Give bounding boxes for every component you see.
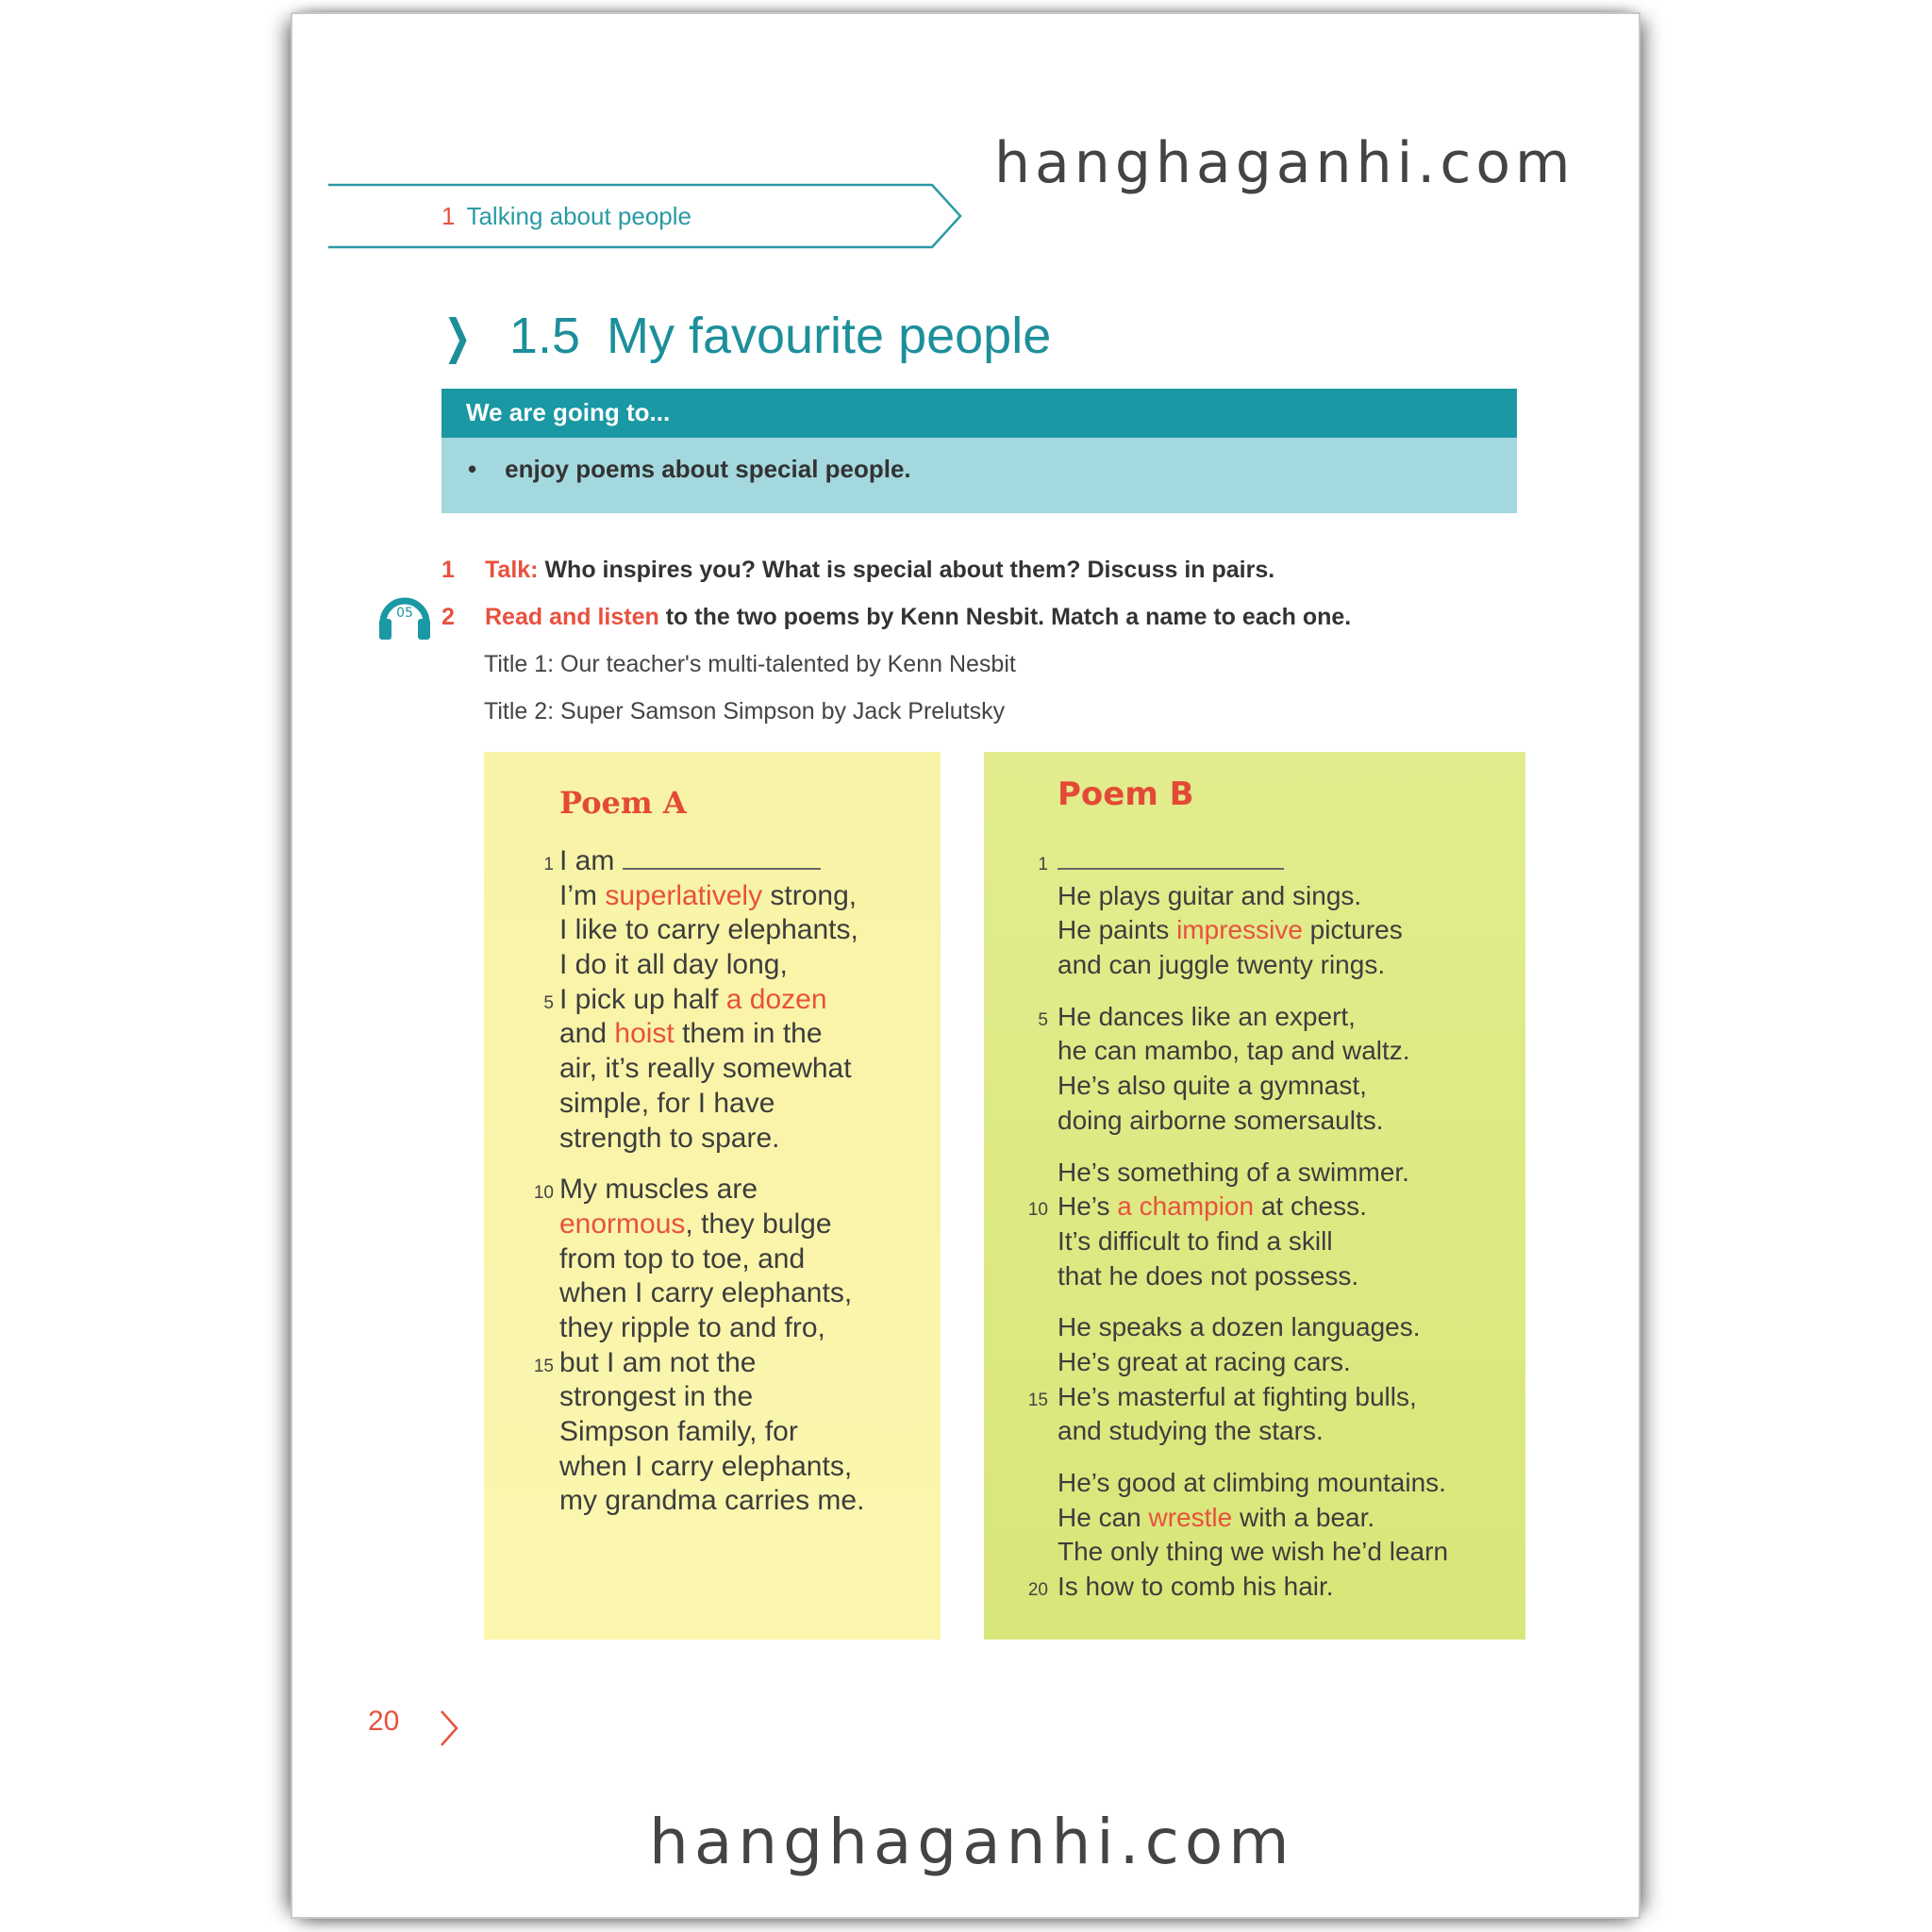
chevron-right-icon: ❯ bbox=[443, 310, 472, 363]
line-text: He dances like an expert, bbox=[1058, 1001, 1356, 1031]
audio-track-number: 05 bbox=[396, 606, 413, 621]
line-text: He’s great at racing cars. bbox=[1058, 1346, 1351, 1376]
poem-line bbox=[543, 844, 864, 879]
headphones-icon[interactable] bbox=[377, 589, 432, 641]
goal-item: enjoy poems about special people. bbox=[505, 455, 911, 483]
poem-line bbox=[1027, 1570, 1448, 1605]
poem-line bbox=[559, 1276, 864, 1311]
poem-line bbox=[1038, 844, 1448, 879]
line-text: My muscles are bbox=[559, 1174, 758, 1206]
lesson-title bbox=[438, 307, 1051, 365]
stanza-gap bbox=[559, 1156, 864, 1173]
page-number: 20 bbox=[368, 1706, 400, 1737]
line-text: when I carry elephants, bbox=[559, 1450, 853, 1482]
poem-line bbox=[559, 879, 864, 914]
poem-line bbox=[559, 1242, 864, 1277]
line-text: He’s bbox=[1058, 1191, 1118, 1222]
line-text: when I carry elephants, bbox=[559, 1277, 853, 1309]
poem-b-panel bbox=[984, 752, 1525, 1640]
line-number: 15 bbox=[1027, 1390, 1048, 1410]
chapter-title: Talking about people bbox=[466, 202, 691, 230]
poem-a-panel bbox=[484, 752, 941, 1640]
chevron-right-icon[interactable] bbox=[438, 1707, 460, 1754]
line-text: from top to toe, and bbox=[559, 1242, 806, 1274]
line-text: He’s also quite a gymnast, bbox=[1058, 1071, 1367, 1101]
line-text: , they bulge bbox=[685, 1208, 832, 1240]
poem-line bbox=[1058, 1535, 1448, 1570]
line-number: 5 bbox=[543, 992, 554, 1013]
poem-line bbox=[1027, 1190, 1448, 1224]
line-number: 1 bbox=[1038, 855, 1048, 874]
line-text: strength to spare. bbox=[559, 1122, 780, 1154]
line-text: them in the bbox=[674, 1018, 823, 1050]
line-text: I do it all day long, bbox=[559, 949, 788, 981]
line-text: I pick up half bbox=[559, 983, 726, 1015]
bullet-icon: • bbox=[468, 455, 477, 483]
poem-line bbox=[559, 1484, 864, 1519]
vocab-highlight: a dozen bbox=[725, 983, 827, 1015]
poem-line bbox=[1058, 1310, 1448, 1345]
poem-b-title: Poem B bbox=[1058, 775, 1194, 813]
vocab-highlight: superlatively bbox=[605, 879, 763, 911]
line-text: they ripple to and fro, bbox=[559, 1311, 825, 1343]
line-number: 15 bbox=[533, 1356, 554, 1376]
line-text: air, it’s really somewhat bbox=[559, 1053, 852, 1085]
goals-list bbox=[441, 438, 1517, 513]
lesson-number: 1.5 bbox=[508, 308, 580, 364]
task-1 bbox=[441, 557, 1274, 584]
poem-line bbox=[559, 913, 864, 948]
line-text: simple, for I have bbox=[559, 1087, 775, 1119]
poem-line bbox=[559, 1415, 864, 1450]
poem-line bbox=[559, 1122, 864, 1157]
poem-line bbox=[559, 1017, 864, 1052]
poem-line bbox=[1058, 1156, 1448, 1191]
title-option-2: Title 2: Super Samson Simpson by Jack Prelutsky bbox=[484, 698, 1006, 724]
poem-line bbox=[1058, 1259, 1448, 1294]
vocab-highlight: a champion bbox=[1117, 1191, 1255, 1222]
title-option-1: Title 1: Our teacher's multi-talented by Kenn Nesbit bbox=[484, 651, 1016, 677]
poem-line bbox=[1058, 1224, 1448, 1259]
line-text: Simpson family, for bbox=[559, 1416, 798, 1447]
line-text: It’s difficult to find a skill bbox=[1058, 1225, 1333, 1256]
name-blank[interactable] bbox=[1058, 847, 1284, 870]
task-2 bbox=[441, 604, 1351, 631]
stanza-gap bbox=[1058, 983, 1448, 1000]
task-number: 2 bbox=[441, 604, 455, 630]
line-text: that he does not possess. bbox=[1058, 1260, 1359, 1291]
watermark-top: hanghaganhi.com bbox=[994, 130, 1575, 196]
line-text: and studying the stars. bbox=[1058, 1416, 1324, 1446]
line-number: 10 bbox=[533, 1183, 554, 1204]
stanza-gap bbox=[1058, 1293, 1448, 1310]
task-text: Who inspires you? What is special about them? Discuss in pairs. bbox=[538, 557, 1275, 583]
watermark-bottom: hanghaganhi.com bbox=[649, 1806, 1295, 1878]
poem-line bbox=[559, 1311, 864, 1346]
line-text: He’s masterful at fighting bulls, bbox=[1058, 1381, 1417, 1411]
line-text: Is how to comb his hair. bbox=[1058, 1572, 1334, 1602]
poem-line bbox=[1058, 1414, 1448, 1449]
vocab-highlight: enormous bbox=[559, 1208, 686, 1240]
poem-line bbox=[559, 1208, 864, 1242]
line-text: he can mambo, tap and waltz. bbox=[1058, 1036, 1410, 1066]
line-text: He paints bbox=[1058, 915, 1177, 945]
line-text: He can bbox=[1058, 1502, 1149, 1532]
poem-line bbox=[1058, 1069, 1448, 1104]
poem-line bbox=[543, 983, 864, 1018]
line-text: but I am not the bbox=[559, 1346, 757, 1378]
poem-line bbox=[559, 1380, 864, 1415]
task-lead: Read and listen bbox=[485, 604, 659, 630]
line-text: my grandma carries me. bbox=[559, 1485, 865, 1517]
line-text: I like to carry elephants, bbox=[559, 914, 858, 946]
task-text: to the two poems by Kenn Nesbit. Match a name to each one. bbox=[658, 604, 1352, 630]
stanza-gap bbox=[1058, 1449, 1448, 1466]
task-lead: Talk: bbox=[485, 557, 539, 583]
poem-line bbox=[533, 1173, 864, 1208]
task-number: 1 bbox=[441, 557, 455, 583]
goals-heading: We are going to... bbox=[441, 389, 1517, 438]
poem-a-title: Poem A bbox=[559, 785, 687, 821]
poem-line bbox=[1058, 1345, 1448, 1380]
line-text: He plays guitar and sings. bbox=[1058, 880, 1362, 910]
poem-line bbox=[1058, 1104, 1448, 1139]
chapter-number: 1 bbox=[441, 202, 456, 230]
poem-line bbox=[1058, 948, 1448, 983]
poem-line bbox=[559, 1087, 864, 1122]
vocab-highlight: impressive bbox=[1176, 915, 1303, 945]
line-text: The only thing we wish he’d learn bbox=[1058, 1537, 1449, 1567]
line-text: I am bbox=[559, 845, 623, 876]
poem-b-lines bbox=[1027, 844, 1449, 1605]
learning-goals-box bbox=[441, 389, 1517, 513]
vocab-highlight: hoist bbox=[614, 1018, 675, 1050]
line-text: doing airborne somersaults. bbox=[1058, 1105, 1384, 1135]
line-text: at chess. bbox=[1254, 1191, 1367, 1222]
poem-line bbox=[1058, 1466, 1448, 1501]
name-blank[interactable] bbox=[623, 847, 821, 870]
line-text: He’s something of a swimmer. bbox=[1058, 1157, 1409, 1187]
line-text: strong, bbox=[762, 879, 858, 911]
line-number: 5 bbox=[1038, 1009, 1048, 1030]
line-text: He’s good at climbing mountains. bbox=[1058, 1468, 1446, 1497]
vocab-highlight: wrestle bbox=[1148, 1502, 1233, 1532]
poem-line bbox=[559, 1450, 864, 1485]
poem-line bbox=[1058, 913, 1448, 948]
line-text: and bbox=[559, 1018, 615, 1050]
line-number: 20 bbox=[1027, 1580, 1048, 1601]
poem-line bbox=[533, 1346, 864, 1381]
line-number: 1 bbox=[543, 855, 554, 874]
poem-line bbox=[1058, 879, 1448, 914]
poem-line bbox=[559, 948, 864, 983]
chapter-label bbox=[441, 202, 691, 231]
poem-line bbox=[1038, 1000, 1448, 1035]
line-text: He speaks a dozen languages. bbox=[1058, 1312, 1421, 1342]
line-text: I’m bbox=[559, 879, 606, 911]
poem-line bbox=[1058, 1501, 1448, 1536]
stanza-gap bbox=[1058, 1139, 1448, 1156]
line-text: with a bear. bbox=[1232, 1502, 1375, 1532]
poem-line bbox=[1027, 1380, 1448, 1415]
line-text: and can juggle twenty rings. bbox=[1058, 950, 1386, 980]
poem-a-lines bbox=[533, 844, 865, 1519]
lesson-title-text: My favourite people bbox=[606, 308, 1052, 364]
line-text: pictures bbox=[1302, 915, 1403, 945]
line-text: strongest in the bbox=[559, 1381, 754, 1413]
poem-line bbox=[1058, 1034, 1448, 1069]
poem-line bbox=[559, 1052, 864, 1087]
chapter-banner bbox=[328, 181, 960, 251]
line-number: 10 bbox=[1027, 1200, 1048, 1221]
